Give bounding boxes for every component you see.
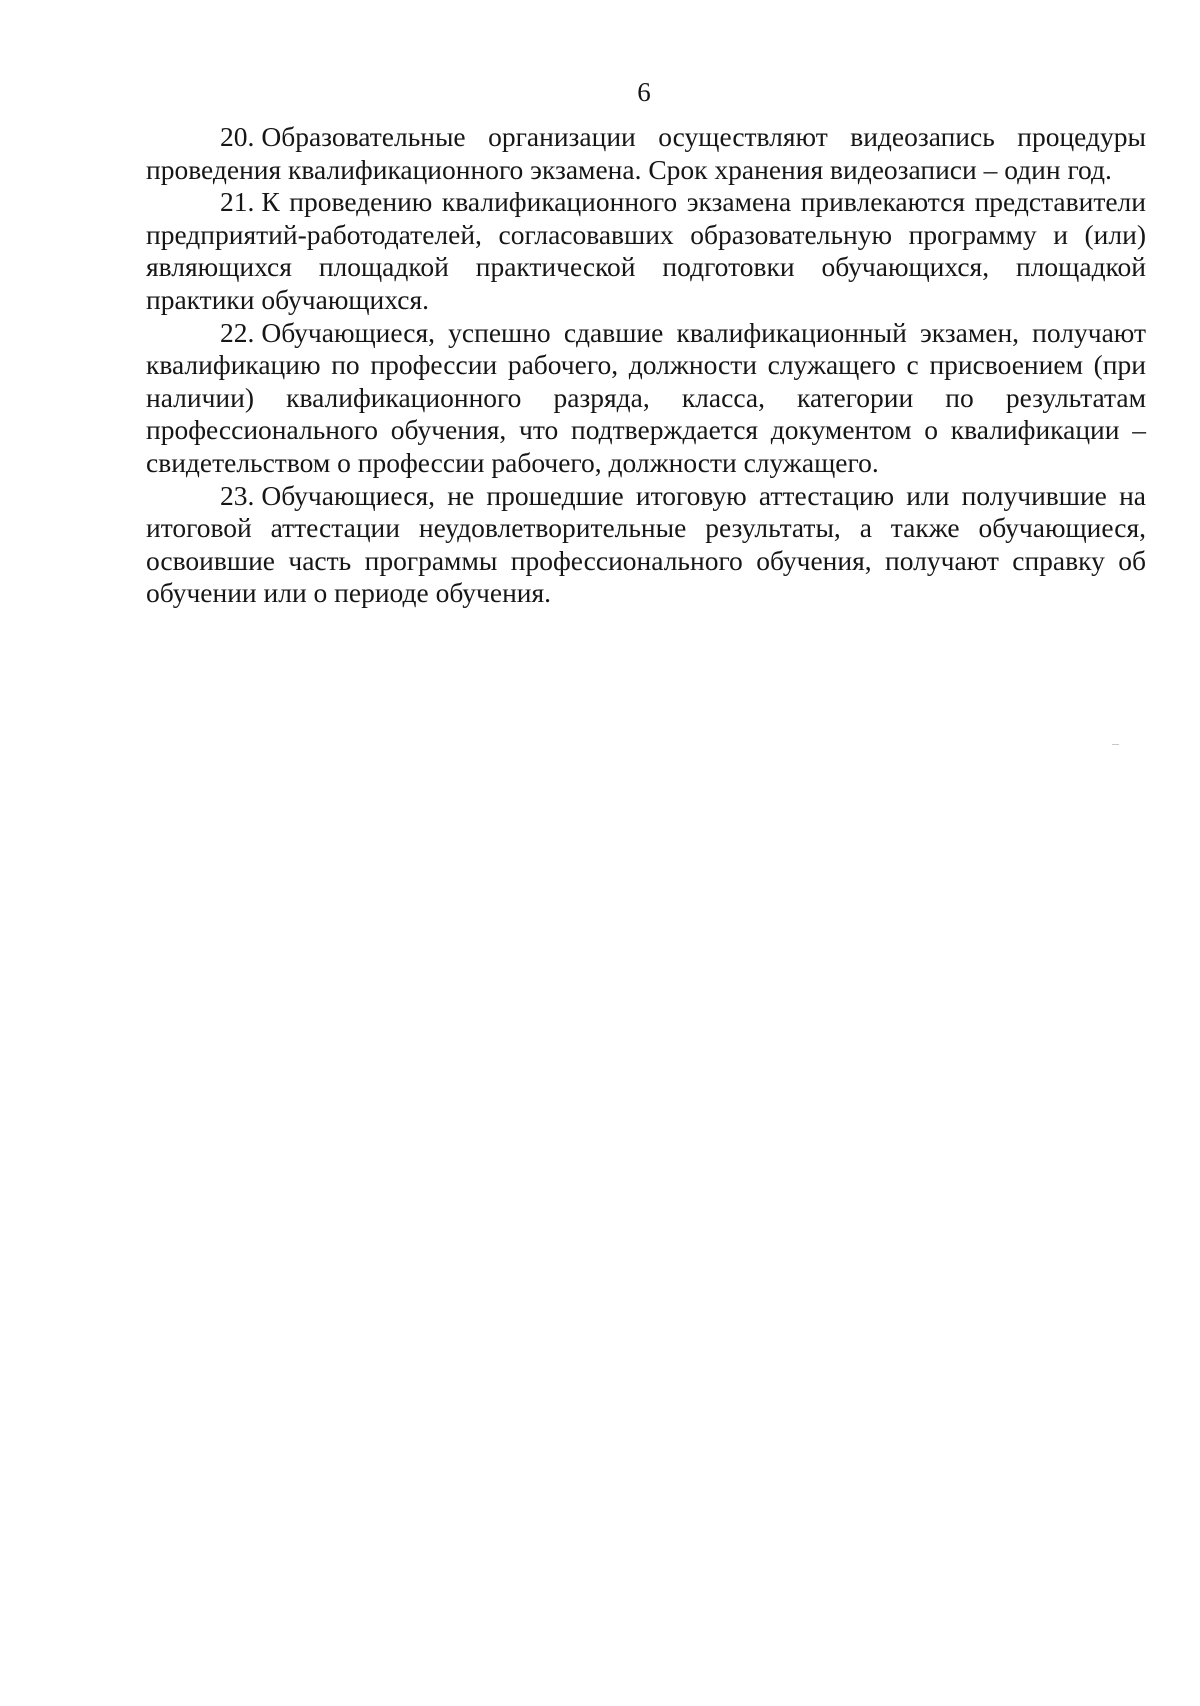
paragraph-number: 23. [220, 479, 255, 511]
document-body [146, 121, 1146, 610]
page-number: 6 [637, 77, 651, 107]
scan-speck [1112, 744, 1119, 745]
paragraph-20 [146, 121, 1146, 186]
paragraph-22 [146, 317, 1146, 480]
paragraph-text: Образовательные организации осуществляют видеозапись процедуры проведения квалификационного экзамена. Срок хранения видеозаписи – один год. [146, 121, 1146, 185]
paragraph-number: 22. [220, 316, 255, 348]
paragraph-text: Обучающиеся, успешно сдавшие квалификационный экзамен, получают квалификацию по профессии рабочего, должности служащего с присвоением (при наличии) квалификационного разряда, класса, категории по результатам профессионального обучения, что подтверждается документом о квалификации – свидетельством о профессии рабочего, должности служащего. [146, 316, 1146, 478]
paragraph-number: 21. [220, 186, 255, 218]
paragraph-text: К проведению квалификационного экзамена привлекаются представители предприятий-работодателей, согласовавших образовательную программу и (или) являющихся площадкой практической подготовки обучающихся, площадкой практики обучающихся. [146, 186, 1146, 315]
paragraph-number: 20. [220, 121, 255, 152]
paragraph-23 [146, 480, 1146, 610]
paragraph-text: Обучающиеся, не прошедшие итоговую аттестацию или получившие на итоговой аттестации неудовлетворительные результаты, а также обучающиеся, освоившие часть программы профессионального обучения, получают справку об обучении или о периоде обучения. [146, 479, 1146, 609]
paragraph-21 [146, 186, 1146, 316]
